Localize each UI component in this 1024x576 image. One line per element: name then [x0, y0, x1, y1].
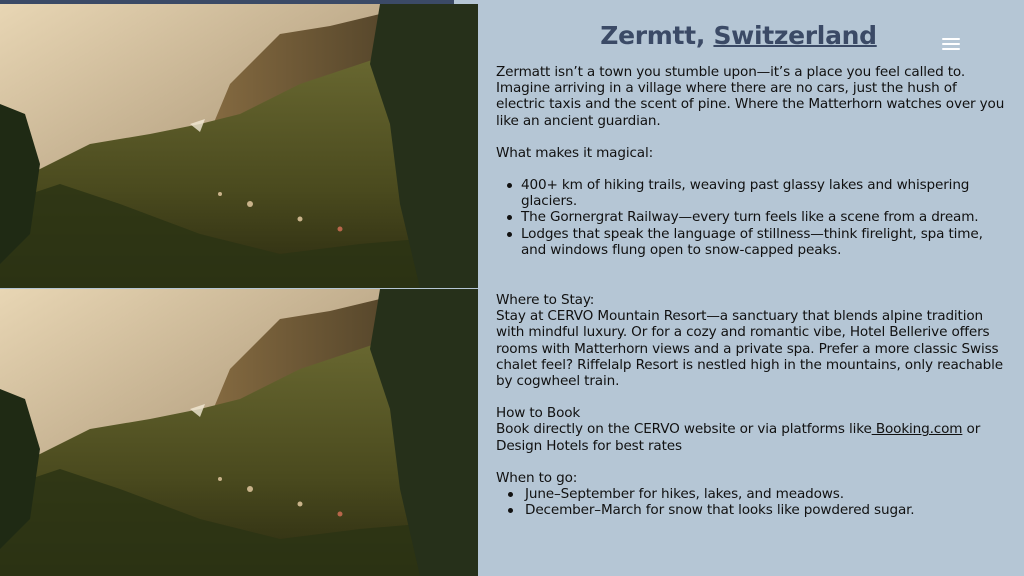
book-paragraph — [496, 421, 1008, 453]
book-text-before: Book directly on the CERVO website or via platforms like — [496, 421, 872, 438]
landscape-photo-top — [0, 4, 478, 288]
stay-heading: Where to Stay: — [496, 292, 595, 309]
landscape-photo-bottom — [0, 289, 478, 576]
book-text-after: or Design Hotels for best rates — [496, 421, 981, 454]
list-item: Lodges that speak the language of stillness—think firelight, spa time, and windows flung open to snow-capped peaks. — [496, 226, 1008, 258]
title-link-switzerland[interactable]: Switzerland — [713, 21, 877, 50]
article-body — [496, 64, 1008, 518]
hamburger-menu-icon[interactable] — [942, 38, 960, 52]
intro-paragraph: Zermatt isn’t a town you stumble upon—it’s a place you feel called to. Imagine arriving in a village where there are no cars, just the hush of electric taxis and the scent of pine. Where the Matterhorn watches over you like an ancient guardian. — [496, 64, 1005, 129]
spacer — [496, 274, 1008, 292]
booking-com-link[interactable]: Booking.com — [871, 421, 963, 438]
book-heading: How to Book — [496, 405, 581, 422]
article-content — [496, 18, 1008, 534]
photo-column — [0, 4, 478, 576]
when-list — [496, 486, 1008, 518]
magical-heading: What makes it magical: — [496, 144, 654, 161]
list-item: June–September for hikes, lakes, and meadows. — [496, 486, 1008, 502]
title-text: Zermtt, — [600, 21, 714, 50]
magical-list — [496, 177, 1008, 258]
when-heading: When to go: — [496, 469, 578, 486]
list-item: The Gornergrat Railway—every turn feels like a scene from a dream. — [496, 209, 1008, 225]
list-item: 400+ km of hiking trails, weaving past glassy lakes and whispering glaciers. — [496, 177, 1008, 209]
page-title — [496, 18, 981, 54]
stay-paragraph: Stay at CERVO Mountain Resort—a sanctuary that blends alpine tradition with mindful luxury. Or for a cozy and romantic vibe, Hotel Bellerive offers rooms with Matterhorn views and a private spa. Prefer a more classic Swiss chalet feel? Riffelalp Resort is nestled high in the mountains, only reachable by cogwheel train. — [496, 308, 1003, 390]
list-item: December–March for snow that looks like powdered sugar. — [496, 502, 1008, 518]
